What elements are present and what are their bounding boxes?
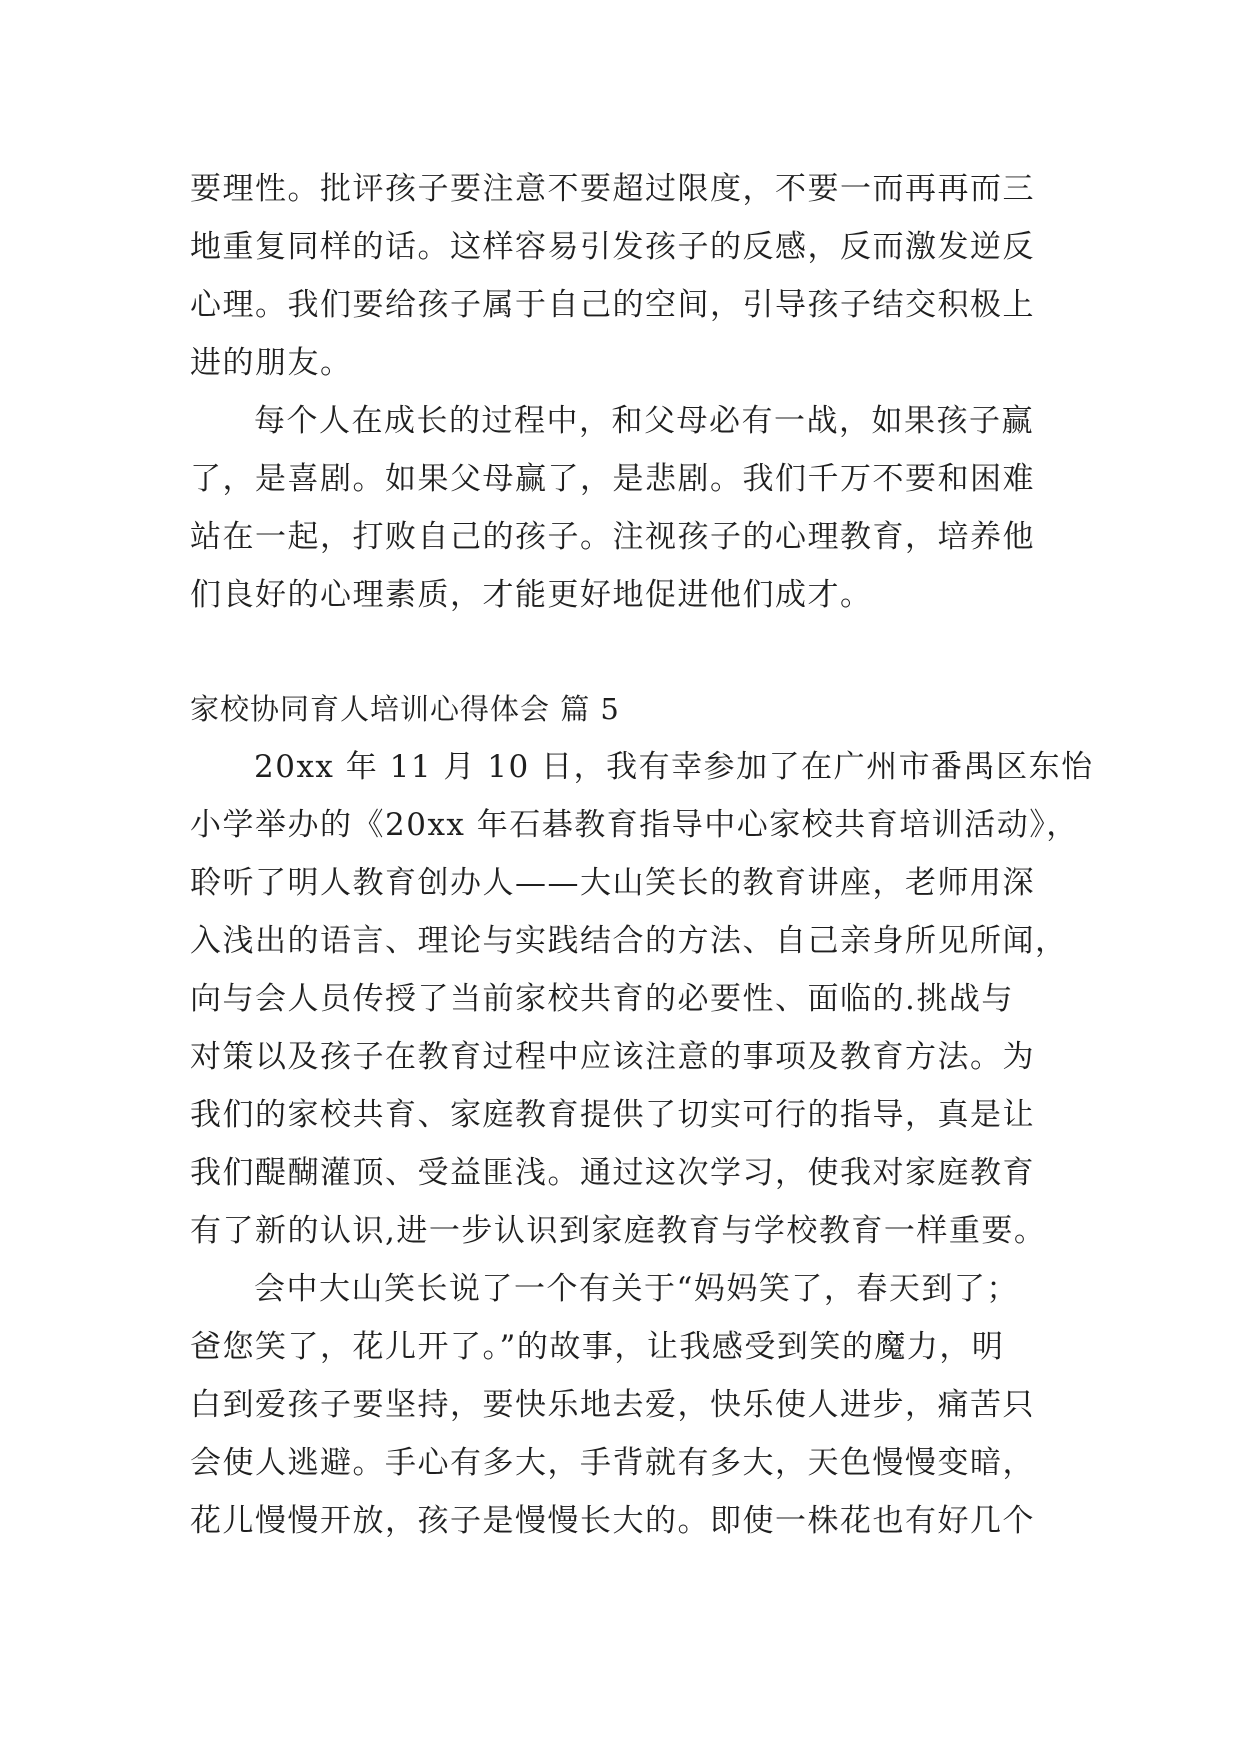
text-line: 站在一起，打败自己的孩子。注视孩子的心理教育，培养他	[190, 519, 1035, 555]
text-line: 爸您笑了，花儿开了。”的故事，让我感受到笑的魔力，明	[190, 1329, 1005, 1365]
text-line: 小学举办的《20xx 年石碁教育指导中心家校共育培训活动》，	[190, 807, 1079, 843]
text-line: 我们醍醐灌顶、受益匪浅。通过这次学习，使我对家庭教育	[190, 1155, 1035, 1191]
text-line: 地重复同样的话。这样容易引发孩子的反感，反而激发逆反	[190, 229, 1035, 265]
text-line: 有了新的认识,进一步认识到家庭教育与学校教育一样重要。	[190, 1213, 1047, 1249]
paragraph-2	[190, 392, 1060, 624]
text-line: 每个人在成长的过程中，和父母必有一战，如果孩子赢	[254, 403, 1034, 439]
text-line: 了，是喜剧。如果父母赢了，是悲剧。我们千万不要和困难	[190, 461, 1035, 497]
text-line: 进的朋友。	[190, 345, 353, 381]
text-line: 我们的家校共育、家庭教育提供了切实可行的指导，真是让	[190, 1097, 1035, 1133]
document-body	[190, 160, 1094, 1550]
text-line: 对策以及孩子在教育过程中应该注意的事项及教育方法。为	[190, 1039, 1035, 1075]
text-line: 聆听了明人教育创办人——大山笑长的教育讲座，老师用深	[190, 865, 1035, 901]
text-line: 入浅出的语言、理论与实践结合的方法、自己亲身所见所闻，	[190, 923, 1068, 959]
section-gap	[190, 624, 1060, 680]
text-line: 20xx 年 11 月 10 日，我有幸参加了在广州市番禺区东怡	[254, 749, 1094, 785]
text-line: 要理性。批评孩子要注意不要超过限度，不要一而再再而三	[190, 171, 1035, 207]
paragraph-1	[190, 160, 1060, 392]
text-line: 向与会人员传授了当前家校共育的必要性、面临的.挑战与	[190, 981, 1014, 1017]
paragraph-4	[190, 1260, 1060, 1550]
text-line: 心理。我们要给孩子属于自己的空间，引导孩子结交积极上	[190, 287, 1035, 323]
section-heading: 家校协同育人培训心得体会 篇 5	[190, 692, 620, 726]
text-line: 会使人逃避。手心有多大，手背就有多大，天色慢慢变暗，	[190, 1445, 1035, 1481]
text-line: 花儿慢慢开放，孩子是慢慢长大的。即使一株花也有好几个	[190, 1503, 1035, 1539]
text-line: 们良好的心理素质，才能更好地促进他们成才。	[190, 577, 873, 613]
paragraph-3	[190, 738, 1094, 1260]
text-line: 白到爱孩子要坚持，要快乐地去爱，快乐使人进步，痛苦只	[190, 1387, 1035, 1423]
text-line: 会中大山笑长说了一个有关于“妈妈笑了，春天到了；	[254, 1271, 1019, 1307]
